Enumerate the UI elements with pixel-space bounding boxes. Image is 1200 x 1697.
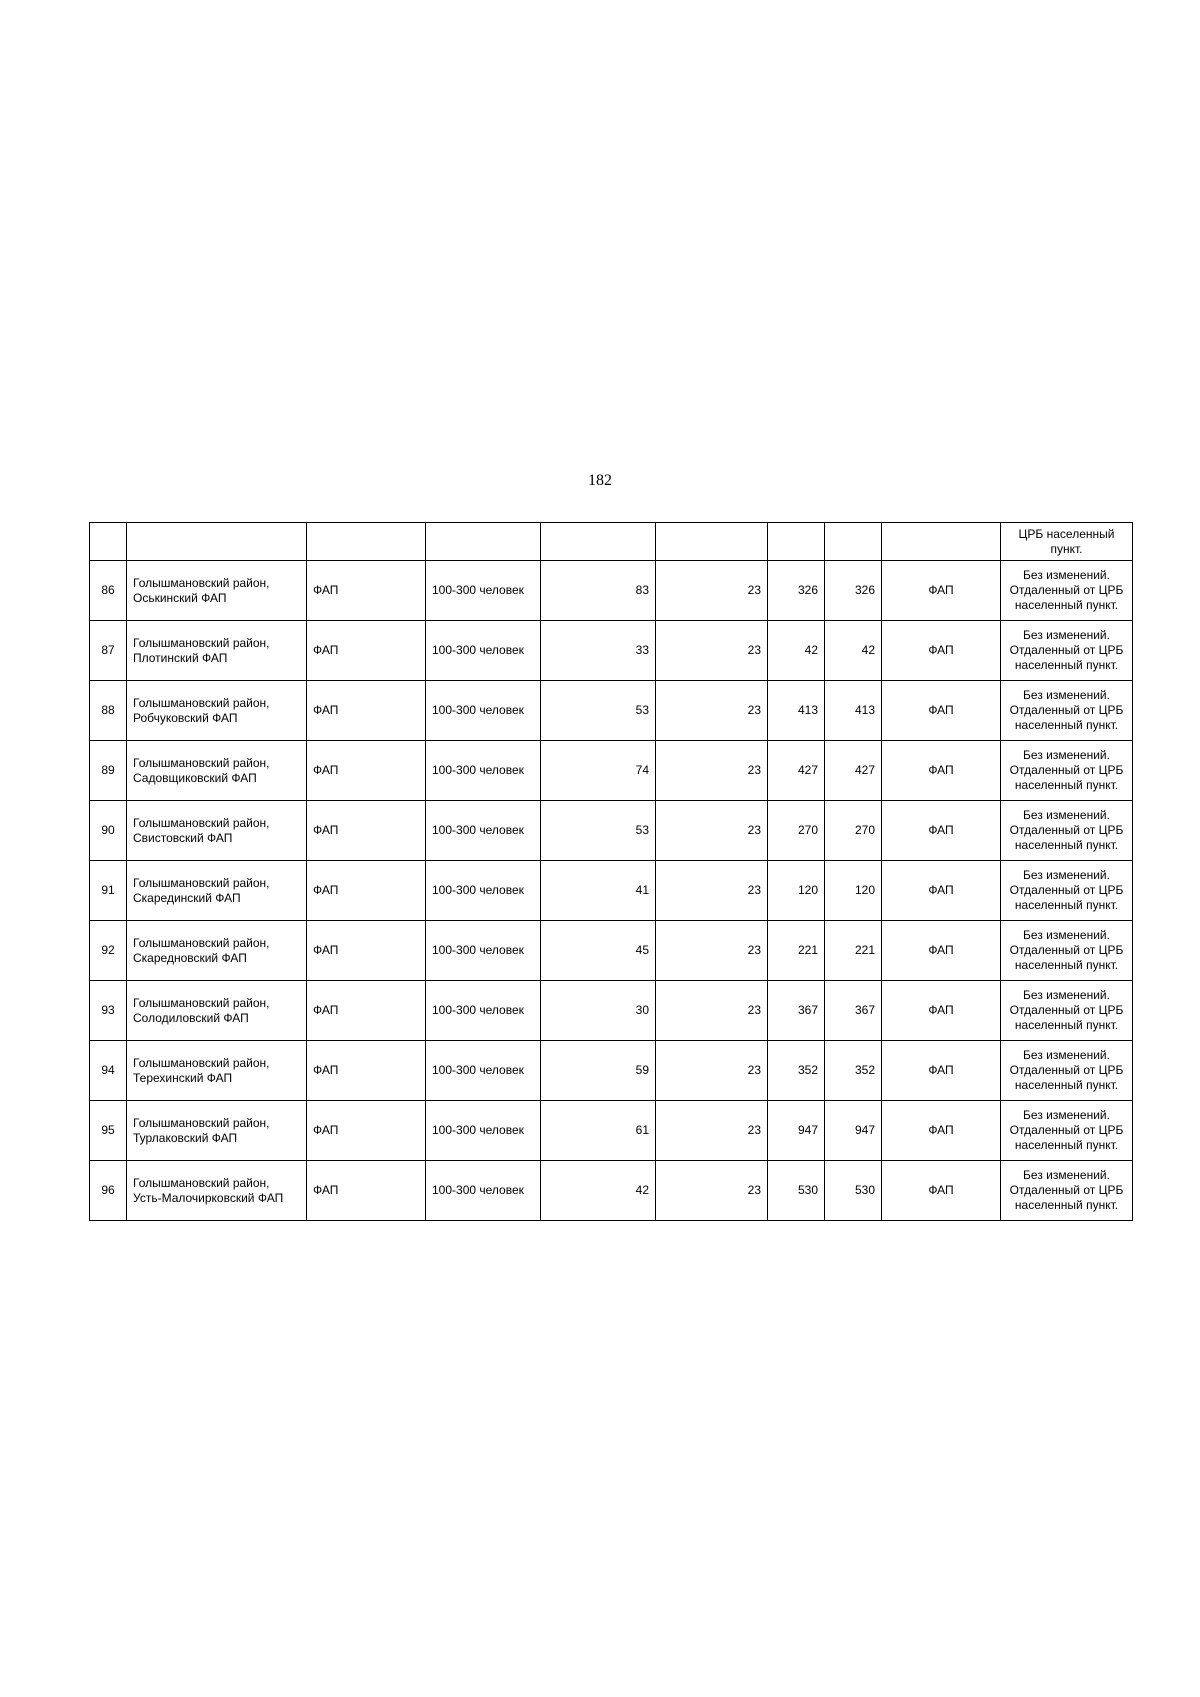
value-4-cell: 367 <box>825 981 882 1041</box>
note-cell: Без изменений. Отдаленный от ЦРБ населенный пункт. <box>1001 1041 1133 1101</box>
value-2-cell: 23 <box>656 801 768 861</box>
value-4-cell: 270 <box>825 801 882 861</box>
population-group-cell: 100-300 человек <box>426 561 541 621</box>
facility-type-cell: ФАП <box>307 1041 426 1101</box>
value-2-cell: 23 <box>656 981 768 1041</box>
value-4-cell: 947 <box>825 1101 882 1161</box>
value-3-cell: 367 <box>768 981 825 1041</box>
facility-name-cell: Голышмановский район, Усть-Малочирковский ФАП <box>127 1161 307 1221</box>
table-row <box>90 1161 1133 1221</box>
facility-type-cell: ФАП <box>307 981 426 1041</box>
population-group-cell: 100-300 человек <box>426 981 541 1041</box>
value-3-cell: 42 <box>768 621 825 681</box>
value-2-cell: 23 <box>656 741 768 801</box>
value-3-cell: 413 <box>768 681 825 741</box>
table-row <box>90 861 1133 921</box>
note-cell: Без изменений. Отдаленный от ЦРБ населенный пункт. <box>1001 861 1133 921</box>
facility-name-cell: Голышмановский район, Солодиловский ФАП <box>127 981 307 1041</box>
facility-name-cell: Голышмановский район, Оськинский ФАП <box>127 561 307 621</box>
value-1-cell: 53 <box>541 681 656 741</box>
value-3-cell: 120 <box>768 861 825 921</box>
row-number-cell: 92 <box>90 921 127 981</box>
table-row <box>90 621 1133 681</box>
table-row-continuation <box>90 523 1133 561</box>
row-number-cell: 93 <box>90 981 127 1041</box>
value-4-cell: 427 <box>825 741 882 801</box>
value-1-cell: 83 <box>541 561 656 621</box>
note-cell: Без изменений. Отдаленный от ЦРБ населенный пункт. <box>1001 741 1133 801</box>
table-row <box>90 681 1133 741</box>
note-cell: Без изменений. Отдаленный от ЦРБ населенный пункт. <box>1001 801 1133 861</box>
facility-type-cell: ФАП <box>307 921 426 981</box>
facility-name-cell: Голышмановский район, Робчуковский ФАП <box>127 681 307 741</box>
value-1-cell: 42 <box>541 1161 656 1221</box>
planned-type-cell: ФАП <box>882 681 1001 741</box>
population-group-cell: 100-300 человек <box>426 1041 541 1101</box>
value-1-cell: 59 <box>541 1041 656 1101</box>
population-group-cell: 100-300 человек <box>426 1101 541 1161</box>
value-1-cell: 41 <box>541 861 656 921</box>
facility-type-cell: ФАП <box>307 1101 426 1161</box>
population-group-cell: 100-300 человек <box>426 621 541 681</box>
row-number-cell: 94 <box>90 1041 127 1101</box>
planned-type-cell: ФАП <box>882 1041 1001 1101</box>
value-2-cell: 23 <box>656 621 768 681</box>
facilities-table <box>89 522 1133 1221</box>
population-group-cell: 100-300 человек <box>426 921 541 981</box>
row-number-cell: 89 <box>90 741 127 801</box>
planned-type-cell: ФАП <box>882 981 1001 1041</box>
table-body <box>90 523 1133 1221</box>
value-4-cell: 120 <box>825 861 882 921</box>
planned-type-cell: ФАП <box>882 921 1001 981</box>
planned-type-cell: ФАП <box>882 801 1001 861</box>
value-4-cell: 352 <box>825 1041 882 1101</box>
row-number-cell: 88 <box>90 681 127 741</box>
population-group-cell: 100-300 человек <box>426 801 541 861</box>
value-2-cell: 23 <box>656 561 768 621</box>
note-cell: Без изменений. Отдаленный от ЦРБ населенный пункт. <box>1001 1161 1133 1221</box>
planned-type-cell: ФАП <box>882 861 1001 921</box>
planned-type-cell: ФАП <box>882 741 1001 801</box>
value-3-cell: 270 <box>768 801 825 861</box>
value-3-cell: 530 <box>768 1161 825 1221</box>
facility-name-cell: Голышмановский район, Скарединский ФАП <box>127 861 307 921</box>
population-group-cell: 100-300 человек <box>426 1161 541 1221</box>
value-3-cell: 427 <box>768 741 825 801</box>
value-4-cell: 221 <box>825 921 882 981</box>
row-number-cell: 86 <box>90 561 127 621</box>
facility-type-cell: ФАП <box>307 681 426 741</box>
population-group-cell: 100-300 человек <box>426 681 541 741</box>
facility-name-cell: Голышмановский район, Терехинский ФАП <box>127 1041 307 1101</box>
facility-name-cell: Голышмановский район, Турлаковский ФАП <box>127 1101 307 1161</box>
value-4-cell: 413 <box>825 681 882 741</box>
value-1-cell: 53 <box>541 801 656 861</box>
population-group-cell: 100-300 человек <box>426 861 541 921</box>
value-2-cell: 23 <box>656 1041 768 1101</box>
value-2-cell: 23 <box>656 1161 768 1221</box>
table-row <box>90 1101 1133 1161</box>
facility-name-cell: Голышмановский район, Свистовский ФАП <box>127 801 307 861</box>
table-row <box>90 561 1133 621</box>
facility-name-cell: Голышмановский район, Скаредновский ФАП <box>127 921 307 981</box>
note-cell: Без изменений. Отдаленный от ЦРБ населенный пункт. <box>1001 621 1133 681</box>
value-3-cell: 947 <box>768 1101 825 1161</box>
facility-type-cell: ФАП <box>307 741 426 801</box>
facility-name-cell: Голышмановский район, Плотинский ФАП <box>127 621 307 681</box>
row-number-cell: 87 <box>90 621 127 681</box>
planned-type-cell: ФАП <box>882 1101 1001 1161</box>
page-number: 182 <box>588 472 612 489</box>
row-number-cell: 91 <box>90 861 127 921</box>
table-row <box>90 1041 1133 1101</box>
value-1-cell: 45 <box>541 921 656 981</box>
facility-type-cell: ФАП <box>307 561 426 621</box>
value-3-cell: 326 <box>768 561 825 621</box>
value-1-cell: 30 <box>541 981 656 1041</box>
note-cell: Без изменений. Отдаленный от ЦРБ населенный пункт. <box>1001 1101 1133 1161</box>
row-number-cell: 96 <box>90 1161 127 1221</box>
value-4-cell: 530 <box>825 1161 882 1221</box>
value-2-cell: 23 <box>656 1101 768 1161</box>
note-cell: Без изменений. Отдаленный от ЦРБ населенный пункт. <box>1001 561 1133 621</box>
table-row <box>90 921 1133 981</box>
table-row <box>90 741 1133 801</box>
facility-type-cell: ФАП <box>307 801 426 861</box>
facility-type-cell: ФАП <box>307 621 426 681</box>
row-number-cell: 90 <box>90 801 127 861</box>
continuation-note: ЦРБ населенный пункт. <box>1001 523 1133 561</box>
value-2-cell: 23 <box>656 681 768 741</box>
value-2-cell: 23 <box>656 861 768 921</box>
planned-type-cell: ФАП <box>882 561 1001 621</box>
value-2-cell: 23 <box>656 921 768 981</box>
planned-type-cell: ФАП <box>882 621 1001 681</box>
value-4-cell: 326 <box>825 561 882 621</box>
value-1-cell: 33 <box>541 621 656 681</box>
table-row <box>90 981 1133 1041</box>
table-row <box>90 801 1133 861</box>
note-cell: Без изменений. Отдаленный от ЦРБ населенный пункт. <box>1001 921 1133 981</box>
value-1-cell: 74 <box>541 741 656 801</box>
population-group-cell: 100-300 человек <box>426 741 541 801</box>
row-number-cell: 95 <box>90 1101 127 1161</box>
note-cell: Без изменений. Отдаленный от ЦРБ населенный пункт. <box>1001 681 1133 741</box>
value-1-cell: 61 <box>541 1101 656 1161</box>
planned-type-cell: ФАП <box>882 1161 1001 1221</box>
value-3-cell: 221 <box>768 921 825 981</box>
facility-name-cell: Голышмановский район, Садовщиковский ФАП <box>127 741 307 801</box>
facility-type-cell: ФАП <box>307 1161 426 1221</box>
value-4-cell: 42 <box>825 621 882 681</box>
value-3-cell: 352 <box>768 1041 825 1101</box>
note-cell: Без изменений. Отдаленный от ЦРБ населенный пункт. <box>1001 981 1133 1041</box>
facility-type-cell: ФАП <box>307 861 426 921</box>
